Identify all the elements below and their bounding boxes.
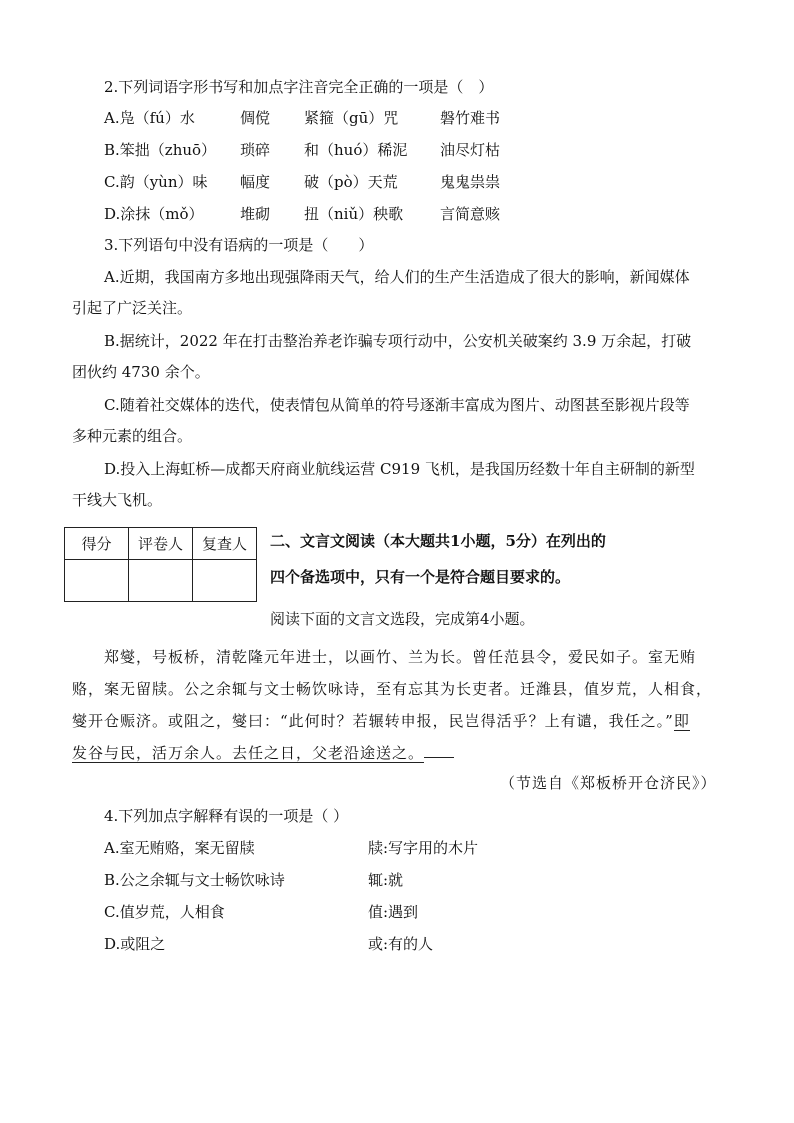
passage-underline-tail: [424, 757, 454, 758]
passage-line4: [72, 737, 726, 769]
score-table: [64, 527, 257, 602]
q2-option-d-word4: 言简意赅: [440, 205, 501, 223]
passage-source: （节选自《郑板桥开仓济民》）: [500, 774, 717, 792]
q3-option-b-line2: 团伙约 4730 余个。: [72, 363, 210, 381]
score-header-reviewer: 复查人: [193, 528, 257, 560]
q2-option-a-word2: 倜傥: [240, 109, 271, 127]
q3-option-d-line1: D.投入上海虹桥—成都天府商业航线运营 C919 飞机，是我国历经数十年自主研制的新型: [104, 460, 695, 478]
q3-option-a-line1: A.近期，我国南方多地出现强降雨天气，给人们的生产生活造成了很大的影响，新闻媒体: [104, 268, 690, 286]
q2-option-a-word3: 紧箍（gū）咒: [304, 109, 399, 127]
section2-heading-line1: 二、文言文阅读（本大题共1小题，5分）在列出的: [270, 532, 606, 550]
q4-option-d-gloss: 或:有的人: [368, 935, 434, 953]
q2-option-a: A.凫（fú）水: [104, 109, 195, 127]
passage-line3-text: 燮开仓赈济。或阻之，燮曰：“此何时？若辗转申报，民岂得活乎？上有谴，我任之。”: [72, 712, 674, 730]
passage-underline-start: 即: [673, 712, 690, 730]
q4-option-a: A.室无贿赂，案无留牍: [104, 839, 255, 857]
q2-option-d-word2: 堆砌: [240, 205, 271, 223]
q4-option-c: C.值岁荒，人相食: [104, 903, 225, 921]
q2-option-b-word3: 和（huó）稀泥: [304, 141, 408, 159]
q4-option-d: D.或阻之: [104, 935, 166, 953]
q3-stem: 3.下列语句中没有语病的一项是（ ）: [104, 236, 374, 254]
q2-option-b-word2: 琐碎: [240, 141, 271, 159]
q3-option-b-line1: B.据统计，2022 年在打击整治养老诈骗专项行动中，公安机关破案约 3.9 万余起，打破: [104, 332, 692, 350]
score-cell-grader[interactable]: [129, 560, 193, 602]
q4-option-a-gloss: 牍:写字用的木片: [368, 839, 479, 857]
q2-option-a-word4: 磐竹难书: [440, 109, 501, 127]
q3-option-d-line2: 干线大飞机。: [72, 491, 163, 509]
score-header-score: 得分: [65, 528, 129, 560]
score-cell-reviewer[interactable]: [193, 560, 257, 602]
section2-instruction: 阅读下面的文言文选段，完成第4小题。: [270, 610, 535, 628]
q2-option-c: C.韵（yùn）味: [104, 173, 208, 191]
q3-option-c-line2: 多种元素的组合。: [72, 427, 193, 445]
q4-option-b-gloss: 辄:就: [368, 871, 404, 889]
passage-line3: [72, 705, 726, 737]
q4-option-c-gloss: 值:遇到: [368, 903, 419, 921]
q2-stem: 2.下列词语字形书写和加点字注音完全正确的一项是（ ）: [104, 78, 494, 96]
q2-option-c-word3: 破（pò）天荒: [304, 173, 398, 191]
score-header-grader: 评卷人: [129, 528, 193, 560]
q2-option-b-word4: 油尽灯枯: [440, 141, 501, 159]
score-cell-score[interactable]: [65, 560, 129, 602]
q2-option-b: B.笨拙（zhuō）: [104, 141, 217, 159]
q2-option-c-word4: 鬼鬼祟祟: [440, 173, 501, 191]
passage-line1: 郑燮，号板桥，清乾隆元年进士，以画竹、兰为长。曾任范县令，爱民如子。室无贿: [104, 648, 697, 666]
passage-underlined-sentence: 发谷与民，活万余人。去任之日，父老沿途送之。: [72, 744, 425, 762]
q2-option-d: D.涂抹（mǒ）: [104, 205, 204, 223]
q2-option-c-word2: 幅度: [240, 173, 271, 191]
section2-heading-line2: 四个备选项中，只有一个是符合题目要求的。: [270, 568, 571, 586]
q4-stem: 4.下列加点字解释有误的一项是（ ）: [104, 807, 349, 825]
q4-option-b: B.公之余辄与文士畅饮咏诗: [104, 871, 285, 889]
q3-option-c-line1: C.随着社交媒体的迭代，使表情包从简单的符号逐渐丰富成为图片、动图甚至影视片段等: [104, 396, 690, 414]
q2-option-d-word3: 扭（niǔ）秧歌: [304, 205, 404, 223]
passage-line2: 赂，案无留牍。公之余辄与文士畅饮咏诗，至有忘其为长吏者。迁潍县，值岁荒，人相食，: [72, 680, 713, 698]
q3-option-a-line2: 引起了广泛关注。: [72, 299, 193, 317]
